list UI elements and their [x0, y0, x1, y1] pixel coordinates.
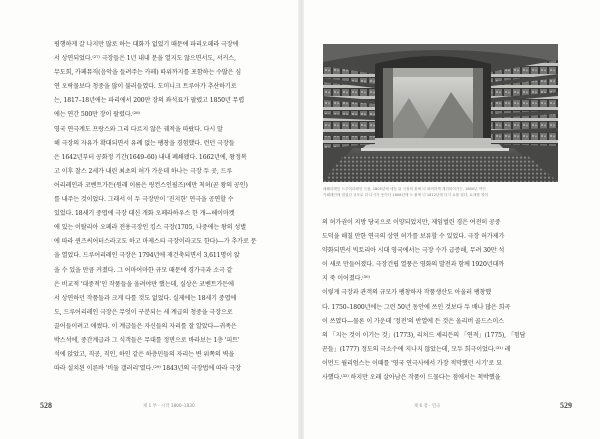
- page-number: 529: [560, 401, 572, 410]
- body-line: 을 열었다. 드루어리레인 극장은 1794년에 재건축되면서 3,611명이 앉: [54, 252, 240, 260]
- body-line: 의 「지는 것이 이기는 것」(1773), 리처드 셰리든의 「연적」(1775), 「험담: [322, 331, 526, 339]
- body-line: 도덕을 해칠 만한 연극의 상연 허가를 보류할 수 있었다. 극장 허가제가: [322, 233, 505, 241]
- figure-caption: [323, 186, 560, 198]
- body-line: 해 극장의 자유가 확대되면서 유례 없는 팽창을 경험했다. 런던 극장들: [54, 139, 235, 147]
- body-line: 이 새로 만들어졌다. 극장건립 열풍은 영화의 발전과 함께 1920년대까: [322, 261, 505, 269]
- body-line: 이렇게 극장과 관객의 규모가 팽창하자 작품생산도 아울러 팽창했: [322, 289, 492, 297]
- body-line: 를 내주는 것이었다. 그래서 이 두 극장만이 '진지한' 연극을 공연할 수: [54, 196, 234, 204]
- body-line: 은 1642년부터 공화정 기간(1649–60) 내내 폐쇄됐다. 1662년에, 왕정복: [54, 153, 247, 161]
- body-line: 에는 연간 500만 장이 팔렸다.⁽²⁸⁾: [54, 111, 140, 119]
- body-line: 연 오락물보다 청중을 많이 불러들였다. 도미니크 트루아가 추산하기로: [54, 83, 237, 91]
- body-line: 영국 연극계도 프랑스와 그리 다르지 않은 궤적을 따랐다. 다시 말: [54, 125, 223, 133]
- body-line: 지 죽 이어졌다.⁽³⁰⁾: [322, 275, 370, 283]
- left-page-body: [54, 38, 274, 376]
- right-page: [304, 0, 600, 439]
- page-number: 528: [40, 401, 52, 410]
- caption-line: 매웨리레인 드루어리레인 극장, 1805년에 세운 뒤 극장의 물에 더 화려하게 재건되어가는, 1800년 여인: [323, 187, 486, 191]
- running-head: 제 6 장 · 연극: [414, 404, 441, 409]
- body-line: 석에 앉았고, 직공, 직인, 하인 같은 하층민들의 자리는 변 위쪽의 벽을: [54, 351, 235, 359]
- body-line: 다. 1750–1800년에는 그런 50년 동안에 쓰인 것보다 두 배나 많은 희곡: [322, 303, 511, 311]
- body-line: 따라 설치된 이른바 '비둘 갤러리'였다.⁽²⁹⁾ 1843년의 극장법에 따라 극장: [54, 365, 241, 373]
- body-line: 무도회, 카페뮤직(음악을 들려주는 카페) 따위까지를 포함하는 수많은 심: [54, 69, 242, 77]
- left-page: [0, 0, 298, 439]
- body-line: 평행하게 갈 나지만 많로 하는 대화가 없었기 때문에 파리오페라 극장에: [54, 41, 239, 48]
- body-line: 이 쓰였다—물론 이 가운데 '정전'의 반열에 든 것은 올리버 골드스미스: [322, 317, 504, 325]
- body-line: 의 허가권이 지방 당국으로 이양되었지만, 제임벌린 경은 여전히 공중: [322, 219, 501, 226]
- body-line: 끌어들이려고 애썼다. 이 계급들은 자신들의 자리를 잘 알았다—귀족은: [54, 322, 237, 330]
- body-line: 약화되면서 빅토리아 시대 영국에서는 극장 수가 급증해, 무려 30만 석: [322, 247, 505, 255]
- caption-line: 카페레인에 열었다 규모로 더 나시가 옷이다 1808년에 도 불에 더 1812년에 다시 요를 열다, 요새를 멸어: [323, 193, 489, 198]
- body-line: 고 이후 찰스 2세가 내린 최초의 허가 가운데 하나는 극장 두 곳, 드루: [54, 167, 233, 175]
- body-line: 에 따라 퀸즈씨어터스라고도 하고 마제스티 극장이라고도 한다)—가 추가로 문: [54, 238, 257, 246]
- body-line: 은 비교적 '대중적'인 작품들을 올려야만 했는데, 실상은 코벤트가든에: [54, 280, 234, 288]
- body-line: 박스석에, 중간계급과 그 식객들은 무대를 정면으로 바라보는 1층 '피트': [54, 336, 240, 344]
- theatre-engraving: [323, 44, 558, 182]
- body-line: 을 수 있을 만큼 커졌다. 그 어마어마한 규모 때문에 경가극과 소극 같: [54, 266, 233, 274]
- body-line: 이먼드 윌리엄스는 이때를 '영국 연극사에서 가장 적막했던 시기'로 묘: [322, 359, 502, 367]
- body-line: 서 상연되었다.⁽²⁷⁾ 극장들은 1년 내내 문을 열지도 않으면서도, 서커스,: [54, 55, 236, 63]
- body-line: 사했다.⁽³²⁾ 하지만 오래 살아남은 작품이 드물다는 점에서는 척박했을: [322, 374, 501, 382]
- body-line: 서 상연하던 작품들과 크게 다를 것도 없었다. 실제에는 18세기 중엽에: [54, 294, 237, 302]
- body-line: 꾼들」(1777) 정도의 극소수에 지나지 않았는데, 모두 희극이었다.⁽³¹⁾ 레: [322, 345, 511, 353]
- right-page-body: [322, 216, 560, 385]
- theatre-interior-illustration: [323, 44, 558, 182]
- body-line: 있었다. 18세기 중엽에 극장 대신 개화 오페라하우스 한 개—헤이마켓: [54, 210, 235, 218]
- body-line: 어리레인과 코벤트가든(원래 이름은 링컨스인필즈)에만 칙허(곧 왕의 공인): [54, 181, 248, 189]
- body-line: 도, 드루어리레인 극장은 무엇이 구분되는 세 계급의 청중을 극장으로: [54, 308, 233, 316]
- running-head: 제 1 부 - 시작 1800–1830: [143, 404, 195, 409]
- body-line: 는, 1817–18년에는 파리에서 200만 장의 좌석표가 팔렸고 1850년 무렵: [54, 97, 245, 105]
- body-line: 에 있는 이탈리아 오페라 전용극장인 킹스 극장(1705, 나중에는 왕의 성별: [54, 224, 246, 232]
